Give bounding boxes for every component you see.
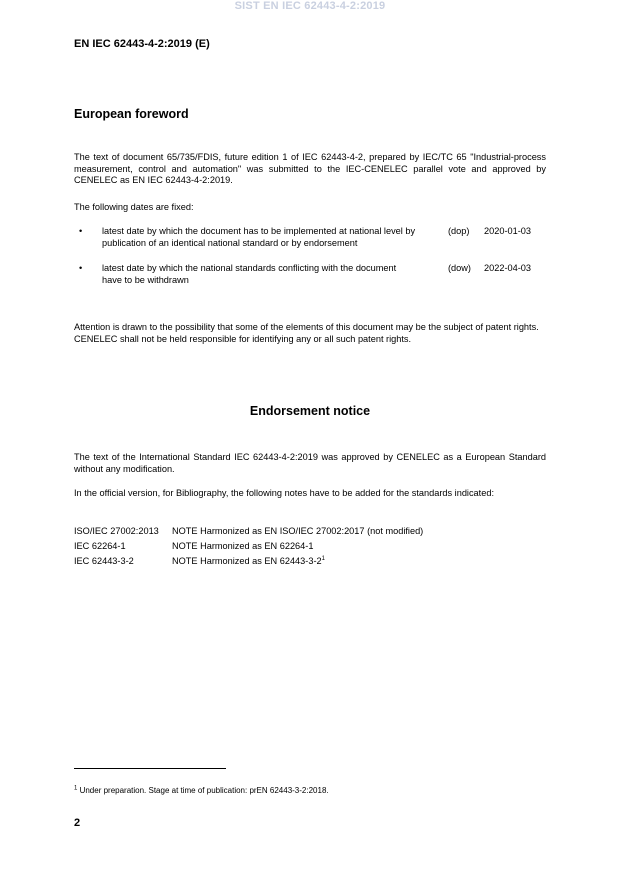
attention-paragraph: Attention is drawn to the possibility that some of the elements of this document may be the subject of patent rights. CENELEC shall not be held responsible for identifying any or all such patent rights. [74,322,539,344]
footnote-separator [74,768,226,769]
bullet-icon: • [79,263,83,273]
date-item-date: 2022-04-03 [484,263,531,273]
page-number: 2 [74,817,81,829]
date-item-text: latest date by which the document has to be implemented at national level by publication of an identical national standard or by endorsement [102,226,416,248]
footnote-text: Under preparation. Stage at time of publication: prEN 62443-3-2:2018. [77,786,329,795]
bibliography-intro: In the official version, for Bibliography, the following notes have to be added for the standards indicated: [74,488,494,498]
footnote-reference[interactable]: 1 [321,555,325,562]
standard-note: NOTE Harmonized as EN 62264-1 [172,541,314,551]
date-item-code: (dop) [448,226,470,236]
standard-note-row [74,541,546,553]
dates-intro: The following dates are fixed: [74,202,194,212]
standard-note [172,556,325,568]
bullet-icon: • [79,226,83,236]
endorsement-notice-heading: Endorsement notice [249,404,371,418]
date-item-date: 2020-01-03 [484,226,531,236]
endorsement-text: The text of the International Standard IEC 62443-4-2:2019 was approved by CENELEC as a European Standard without any modification. [74,452,546,474]
standard-note: NOTE Harmonized as EN ISO/IEC 27002:2017 (not modified) [172,526,424,536]
date-item-text: latest date by which the national standards conflicting with the document have to be withdrawn [102,263,397,285]
date-item-dop [74,226,546,250]
standard-note-row [74,556,546,568]
standard-id: ISO/IEC 27002:2013 [74,526,159,536]
foreword-intro-paragraph: The text of document 65/735/FDIS, future edition 1 of IEC 62443-4-2, prepared by IEC/TC 65 "Industrial-process measurement, control and automation" was submitted to the IEC-CENELEC parallel vote and approved by CENELEC as EN IEC 62443-4-2:2019. [74,152,546,185]
european-foreword-heading: European foreword [74,107,189,121]
date-item-code: (dow) [448,263,471,273]
date-item-dow [74,263,546,287]
standard-note-text: NOTE Harmonized as EN 62443-3-2 [172,556,322,566]
standard-id: IEC 62443-3-2 [74,556,134,566]
watermark-text: SIST EN IEC 62443-4-2:2019 [234,0,386,12]
standard-id: IEC 62264-1 [74,541,126,551]
standard-note-row [74,526,546,538]
footnote-marker: 1 [74,785,78,792]
document-id-header: EN IEC 62443-4-2:2019 (E) [74,38,210,50]
footnote [74,786,329,795]
